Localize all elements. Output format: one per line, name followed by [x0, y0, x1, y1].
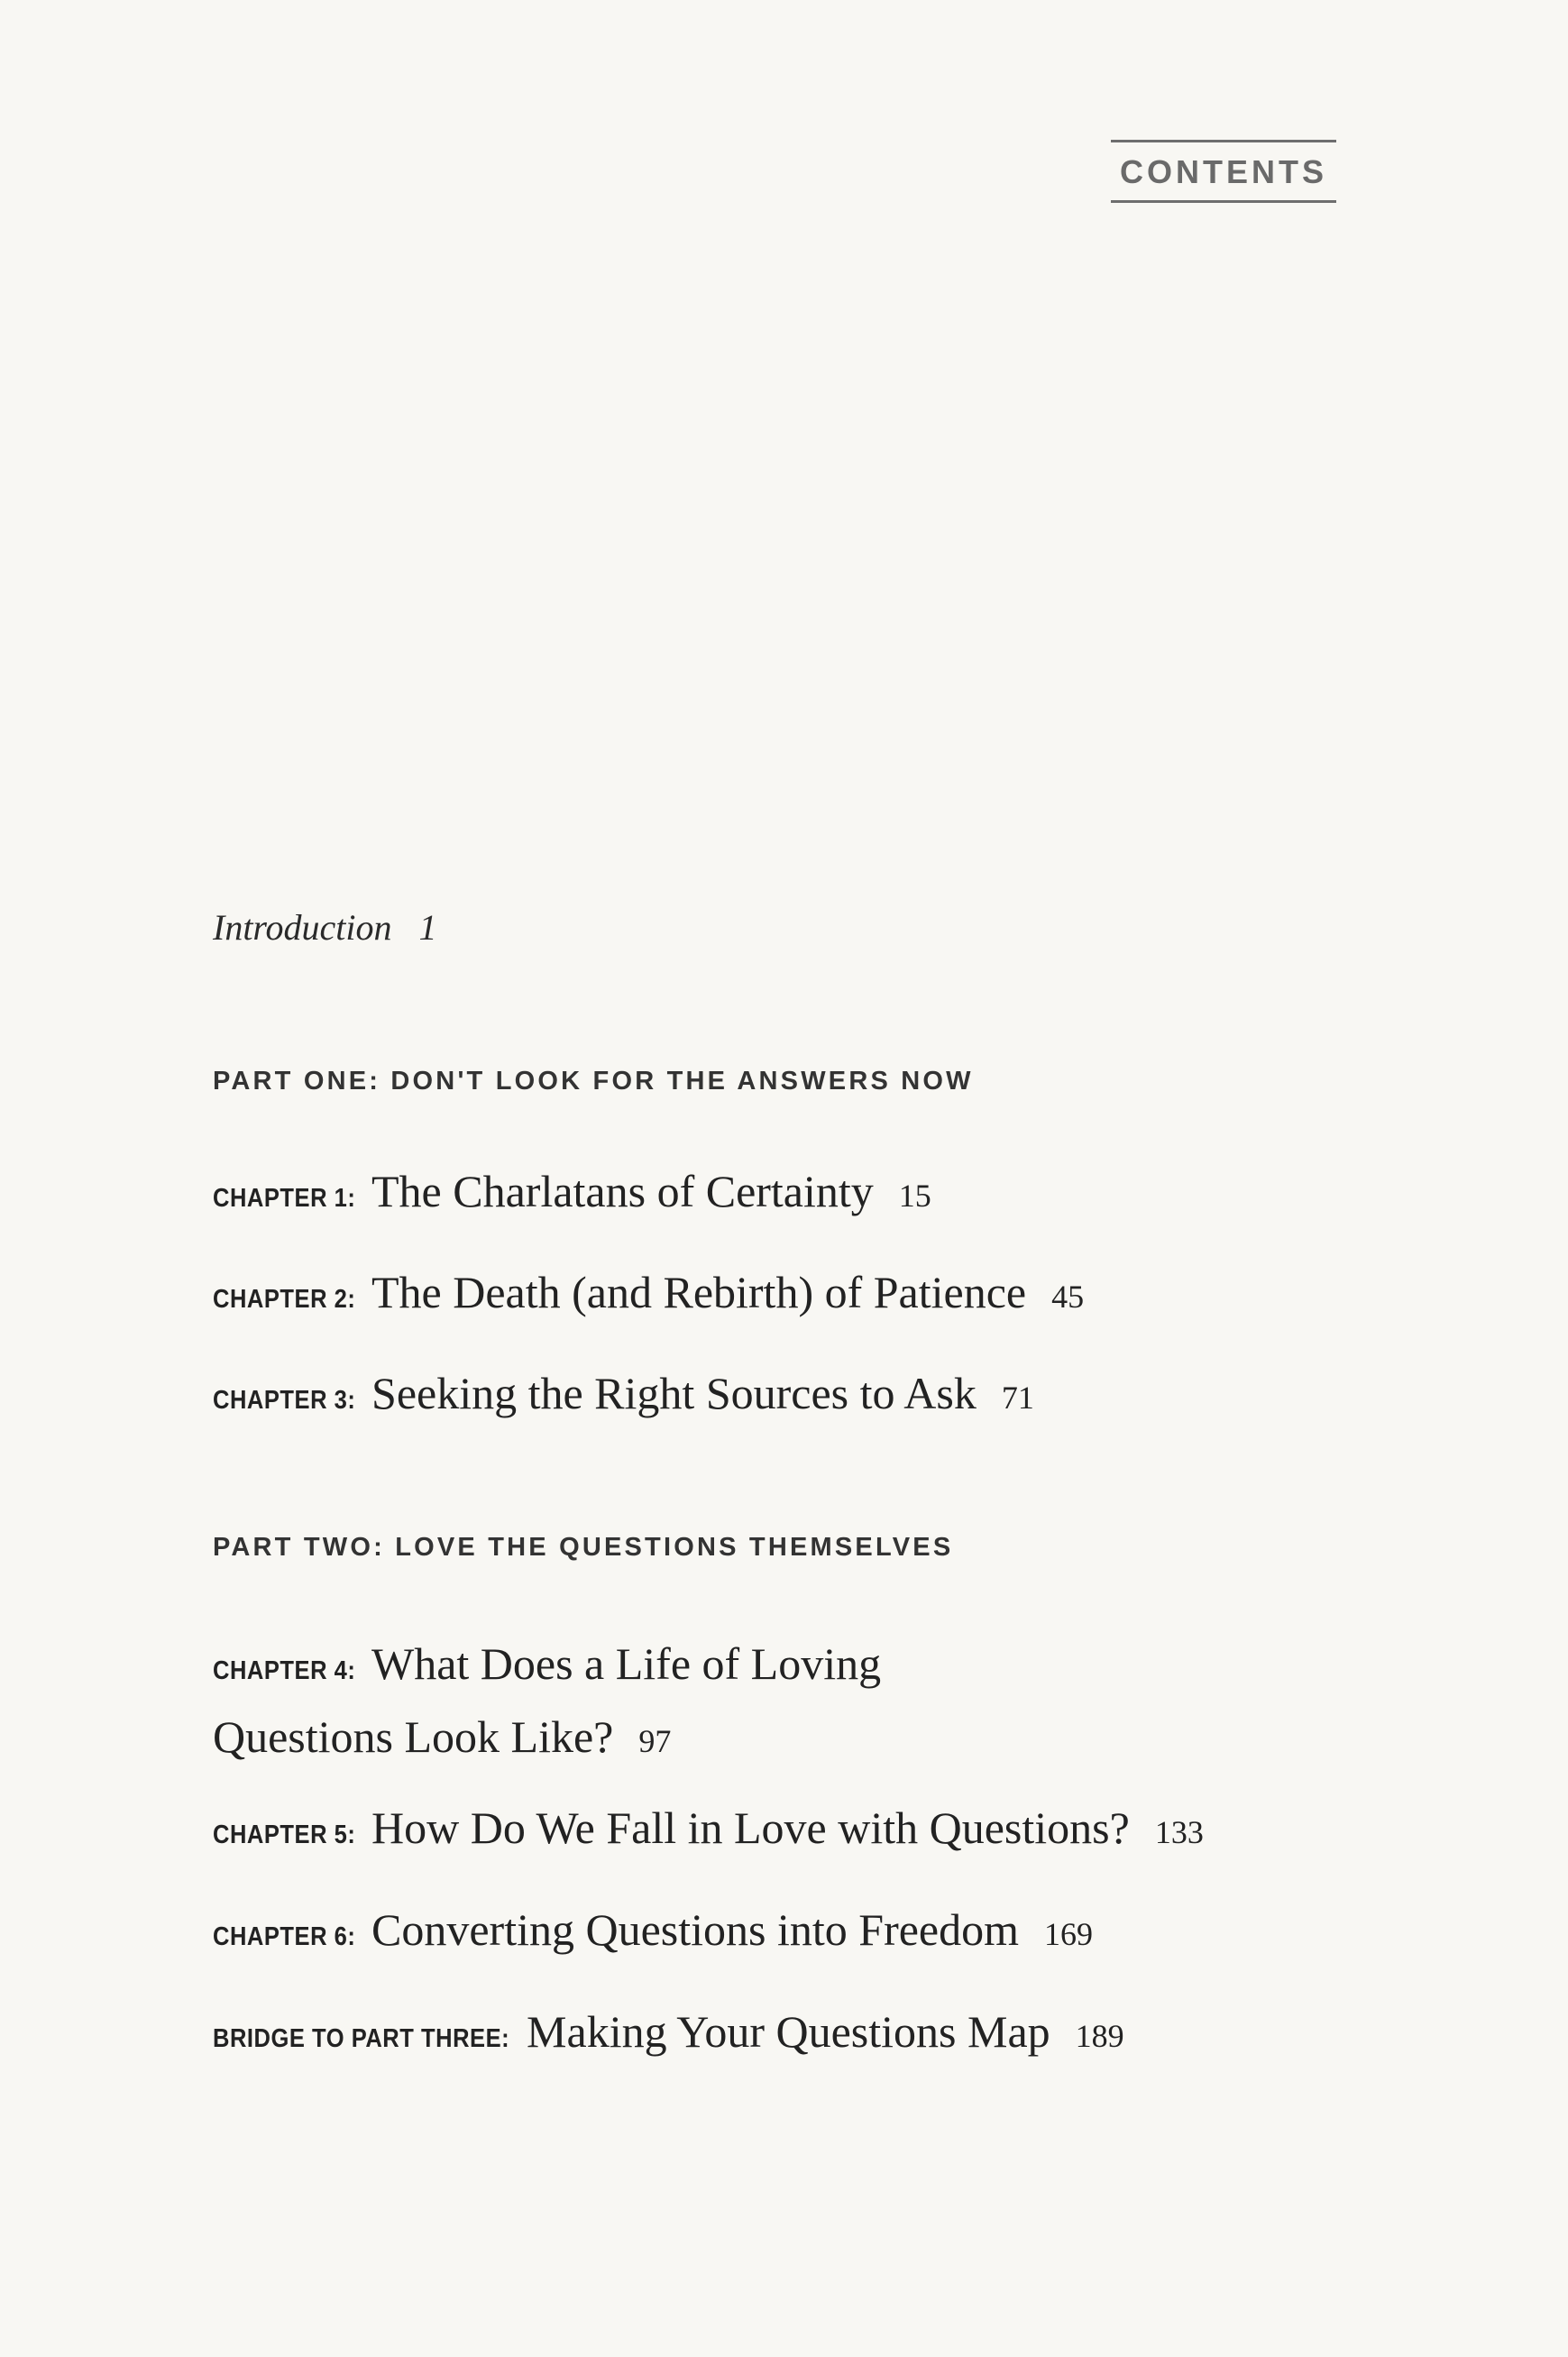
entry-page-number: 1	[418, 907, 437, 948]
chapter-label: CHAPTER 2:	[213, 1285, 356, 1314]
toc-entry-chapter-3[interactable]	[213, 1367, 1034, 1419]
entry-page-number: 189	[1075, 2018, 1124, 2054]
bridge-label: BRIDGE TO PART THREE:	[213, 2024, 510, 2053]
entry-title: Converting Questions into Freedom	[371, 1904, 1020, 1955]
entry-title-line-1: What Does a Life of Loving	[371, 1638, 882, 1689]
contents-header	[1111, 140, 1336, 203]
entry-title: Seeking the Right Sources to Ask	[371, 1368, 977, 1418]
toc-entry-chapter-4[interactable]	[213, 1636, 881, 1776]
entry-title: The Charlatans of Certainty	[371, 1166, 874, 1216]
toc-entry-chapter-5[interactable]	[213, 1802, 1204, 1854]
entry-page-number: 15	[898, 1178, 931, 1214]
chapter-label: CHAPTER 3:	[213, 1386, 356, 1415]
part-heading-text: PART ONE: DON'T LOOK FOR THE ANSWERS NOW	[213, 1067, 974, 1096]
toc-entry-chapter-1[interactable]	[213, 1165, 931, 1217]
chapter-label: CHAPTER 6:	[213, 1922, 356, 1951]
entry-page-number: 97	[638, 1723, 672, 1759]
entry-page-number: 45	[1051, 1279, 1085, 1315]
page-title: CONTENTS	[1120, 153, 1327, 190]
part-heading-text: PART TWO: LOVE THE QUESTIONS THEMSELVES	[213, 1533, 954, 1562]
part-heading-two	[213, 1533, 953, 1563]
entry-page-number: 133	[1154, 1814, 1204, 1850]
entry-line-2	[213, 1709, 881, 1776]
entry-line-1	[213, 1636, 881, 1703]
chapter-label: CHAPTER 4:	[213, 1656, 356, 1685]
entry-title: The Death (and Rebirth) of Patience	[371, 1267, 1027, 1317]
entry-title-line-2: Questions Look Like?	[213, 1711, 614, 1762]
entry-title: Making Your Questions Map	[527, 2006, 1050, 2057]
entry-title: Introduction	[213, 907, 392, 948]
toc-entry-chapter-6[interactable]	[213, 1903, 1093, 1956]
chapter-label: CHAPTER 5:	[213, 1820, 356, 1849]
toc-entry-bridge[interactable]	[213, 2005, 1124, 2058]
toc-entry-introduction[interactable]	[213, 906, 437, 949]
chapter-label: CHAPTER 1:	[213, 1184, 356, 1213]
toc-entry-chapter-2[interactable]	[213, 1266, 1084, 1318]
entry-title: How Do We Fall in Love with Questions?	[371, 1802, 1130, 1853]
part-heading-one	[213, 1067, 974, 1096]
entry-page-number: 169	[1044, 1916, 1094, 1952]
entry-page-number: 71	[1001, 1380, 1034, 1416]
